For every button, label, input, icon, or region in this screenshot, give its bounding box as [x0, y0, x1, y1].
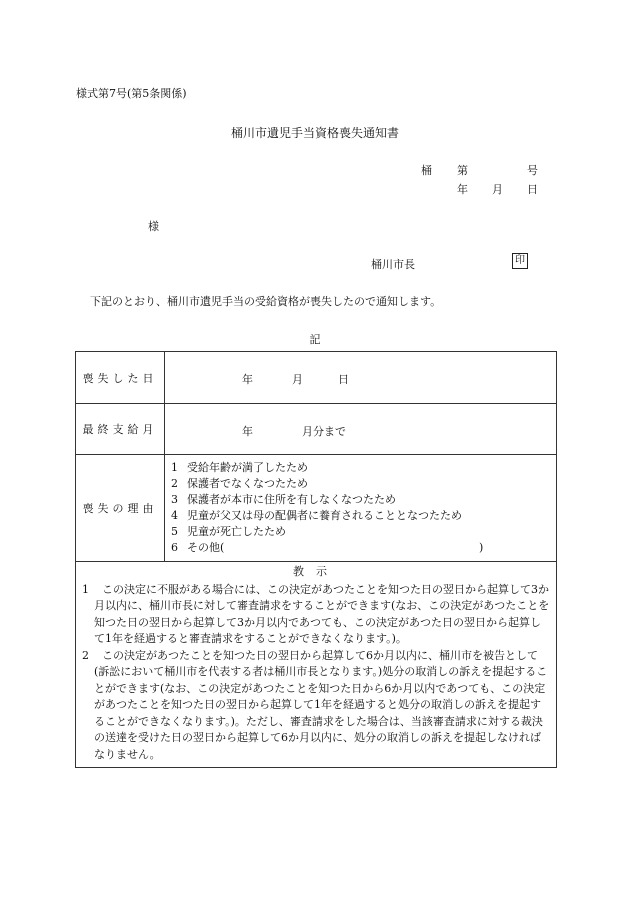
loss-date-label: 喪失した日	[76, 352, 165, 404]
reason-num: 2	[171, 477, 178, 490]
loss-date-month: 月	[292, 373, 303, 386]
document-title: 桶川市遺児手当資格喪失通知書	[230, 126, 399, 140]
reason-item	[171, 524, 556, 540]
reason-num: 4	[171, 509, 178, 522]
reason-text: 保護者でなくなつたため	[187, 477, 308, 490]
body-text: 下記のとおり、桶川市遺児手当の受給資格が喪失したので通知します。	[90, 295, 442, 308]
notice-item	[82, 582, 550, 648]
reason-text: 児童が父又は母の配偶者に養育されることとなつたため	[187, 509, 462, 522]
loss-date-row	[76, 352, 557, 404]
reason-text: 受給年齢が満了したため	[187, 461, 308, 474]
reason-item	[171, 476, 556, 492]
reason-num: 3	[171, 493, 178, 506]
last-payment-value	[165, 404, 557, 455]
last-payment-label: 最終支給月	[76, 404, 165, 455]
reason-item	[171, 460, 556, 476]
form-number: 様式第7号(第5条関係)	[76, 87, 187, 100]
issuer-name: 桶川市長	[371, 258, 415, 271]
last-payment-row	[76, 404, 557, 455]
notice-num: 1	[82, 582, 89, 596]
doc-number-prefix: 桶	[421, 164, 432, 177]
notice-item	[82, 648, 550, 764]
loss-date-day: 日	[338, 373, 349, 386]
reason-item	[171, 508, 556, 524]
last-payment-month-until: 月分まで	[302, 425, 346, 438]
reason-item	[171, 492, 556, 508]
reason-num: 5	[171, 525, 178, 538]
notice-cell	[76, 562, 557, 768]
reason-label: 喪失の理由	[76, 455, 165, 562]
doc-number-go: 号	[527, 164, 538, 177]
reason-text: その他(	[187, 541, 225, 554]
loss-date-year: 年	[242, 373, 253, 386]
seal-mark: 印	[512, 253, 528, 269]
date-month: 月	[492, 183, 503, 196]
reason-list	[165, 455, 556, 561]
last-payment-year: 年	[242, 425, 253, 438]
reason-text: 保護者が本市に住所を有しなくなつたため	[187, 493, 396, 506]
ki-heading: 記	[309, 333, 321, 346]
date-year: 年	[457, 183, 468, 196]
date-day: 日	[527, 183, 538, 196]
notice-num: 2	[82, 648, 89, 662]
addressee-suffix: 様	[148, 220, 159, 233]
reason-other-close-paren: )	[479, 541, 484, 554]
reason-num: 1	[171, 461, 178, 474]
reason-num: 6	[171, 541, 178, 554]
notice-text: この決定に不服がある場合には、この決定があつたことを知つた日の翌日から起算して3か月以内に、桶川市長に対して審査請求をすることができます(なお、この決定があつたことを知つた日の翌日から起算して3か月以内であつても、この決定があつた日の翌日から起算して1年を経過すると審査請求をすることができなくなります。)。	[94, 582, 550, 645]
notice-title: 教示	[293, 565, 339, 578]
doc-number-dai: 第	[457, 164, 468, 177]
notice-text: この決定があつたことを知つた日の翌日から起算して6か月以内に、桶川市を被告として(訴訟において桶川市を代表する者は桶川市長となります。)処分の取消しの訴えを提起することができます(なお、この決定があつたことを知つた日から6か月以内であつても、この決定があつたことを知つた日の翌日から起算して1年を経過すると処分の取消しの訴えを提起することができなくなります。)。ただし、審査請求をした場合は、当該審査請求に対する裁決の送達を受けた日の翌日から起算して6か月以内に、処分の取消しの訴えを提起しなければなりません。	[94, 648, 548, 761]
reason-value	[165, 455, 557, 562]
reason-item-other	[171, 540, 556, 556]
loss-date-value	[165, 352, 557, 404]
reason-row	[76, 455, 557, 562]
notice-table	[75, 351, 557, 768]
notice-row	[76, 562, 557, 768]
reason-text: 児童が死亡したため	[187, 525, 286, 538]
